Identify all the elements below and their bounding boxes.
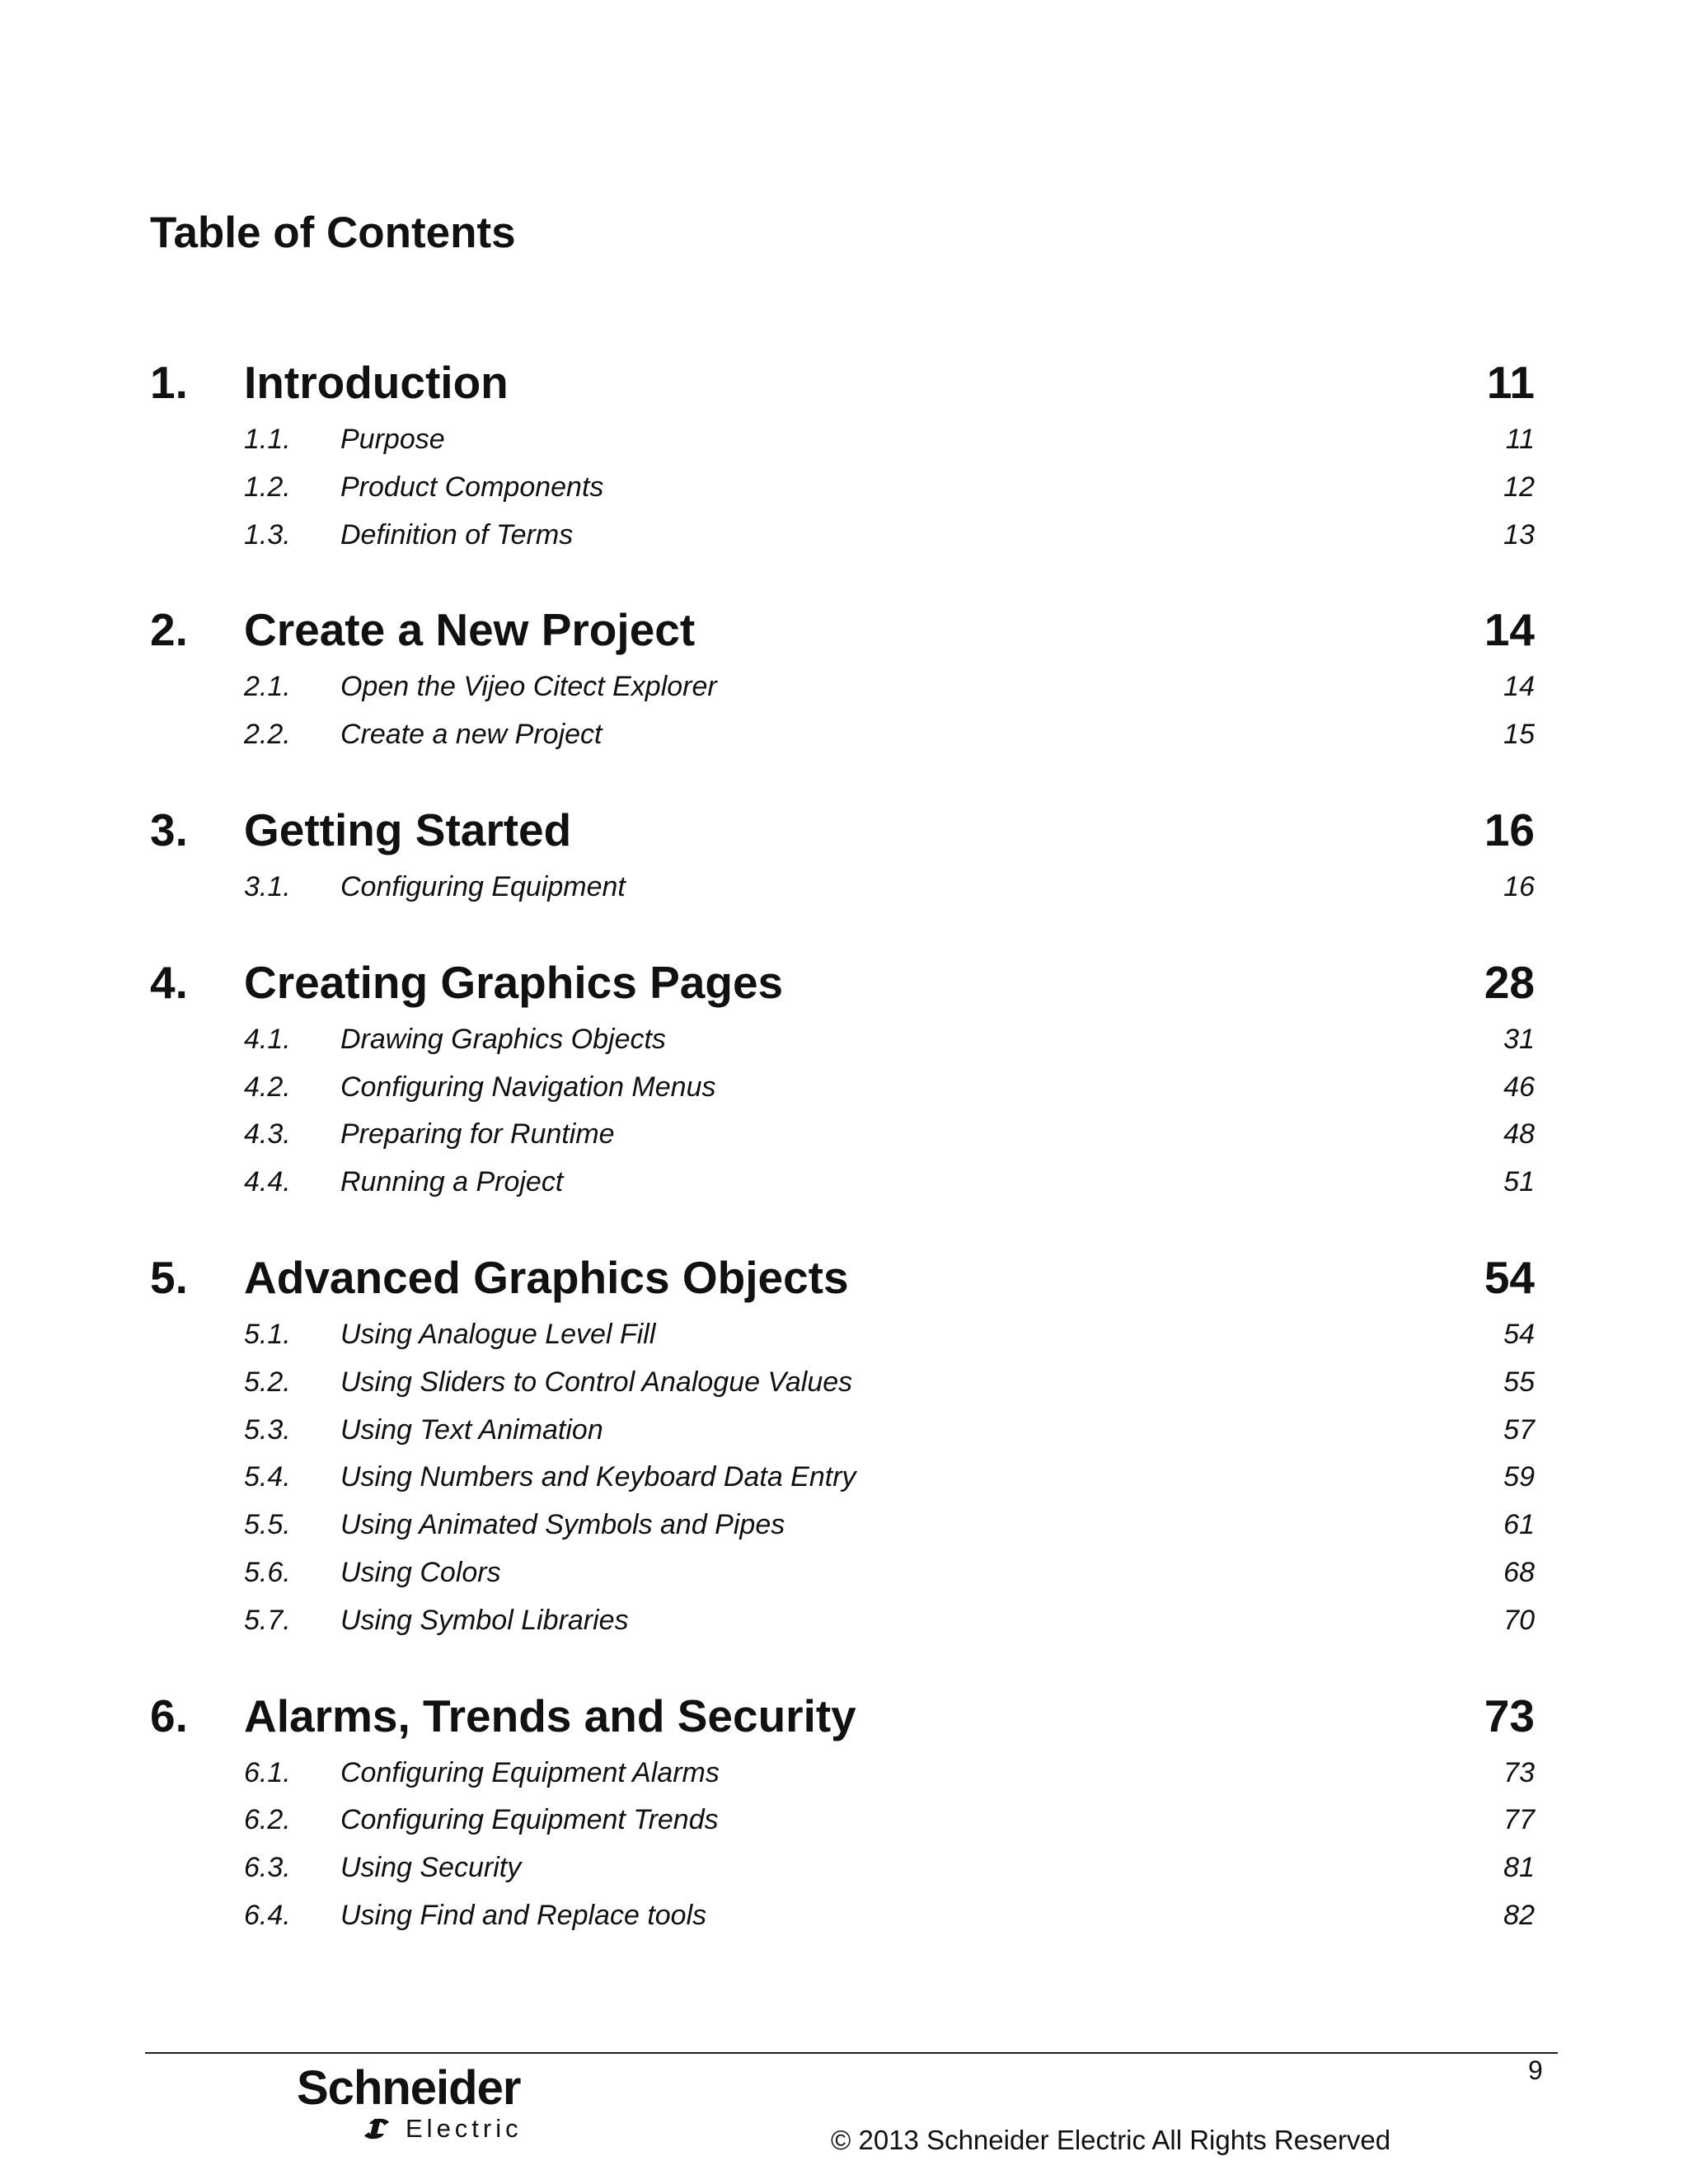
schneider-electric-logo-mark-icon [359,2116,394,2142]
chapter-title: Creating Graphics Pages [244,956,784,1008]
section-title: Using Colors [340,1556,501,1588]
toc-chapter [150,350,1535,559]
chapter-title: Introduction [244,357,509,408]
toc-chapter-heading [150,1684,1535,1748]
toc-chapter [150,1684,1535,1940]
section-page-number: 51 [1503,1166,1535,1198]
toc-chapter [150,950,1535,1207]
section-title: Drawing Graphics Objects [340,1023,666,1055]
toc-section-row [150,1016,1535,1064]
section-number: 5.4. [244,1461,291,1493]
section-title: Using Text Animation [340,1413,603,1446]
toc-section-row [150,1159,1535,1207]
toc-section-row [150,1502,1535,1549]
chapter-page-number: 73 [1484,1690,1535,1741]
section-page-number: 61 [1503,1509,1535,1541]
toc-section-row [150,1359,1535,1407]
footer-divider [145,2052,1558,2054]
toc-section-row [150,1111,1535,1159]
section-number: 5.5. [244,1509,291,1541]
chapter-number: 6. [150,1690,188,1741]
toc-section-row [150,1844,1535,1892]
section-page-number: 73 [1503,1756,1535,1788]
section-number: 6.4. [244,1899,291,1931]
chapter-page-number: 28 [1484,956,1535,1008]
section-page-number: 13 [1503,518,1535,551]
toc-section-row [150,464,1535,512]
section-page-number: 68 [1503,1556,1535,1588]
section-number: 5.3. [244,1413,291,1446]
chapter-page-number: 16 [1484,804,1535,855]
section-number: 6.3. [244,1852,291,1884]
toc-section-list [150,1016,1535,1207]
chapter-title: Advanced Graphics Objects [244,1251,849,1303]
page-title: Table of Contents [150,208,516,257]
chapter-title: Create a New Project [244,604,696,656]
toc-chapter-heading [150,798,1535,862]
section-title: Configuring Equipment Alarms [340,1756,720,1788]
section-number: 3.1. [244,870,291,902]
section-page-number: 11 [1505,424,1535,455]
section-page-number: 15 [1503,719,1535,751]
section-number: 6.2. [244,1804,291,1836]
toc-chapter-heading [150,598,1535,662]
toc-section-row [150,416,1535,464]
copyright-notice: © 2013 Schneider Electric All Rights Reserved [831,2125,1391,2155]
section-page-number: 46 [1503,1071,1535,1103]
section-number: 1.2. [244,471,291,503]
section-page-number: 77 [1503,1804,1535,1836]
section-number: 5.6. [244,1556,291,1588]
logo-wordmark: Schneider [297,2061,521,2115]
section-page-number: 16 [1503,870,1535,902]
chapter-number: 3. [150,804,188,855]
section-title: Configuring Navigation Menus [340,1071,716,1103]
chapter-title: Alarms, Trends and Security [244,1690,856,1741]
toc-chapter-heading [150,350,1535,415]
section-page-number: 54 [1503,1318,1535,1350]
section-title: Purpose [340,424,445,455]
toc-section-row [150,1454,1535,1502]
chapter-number: 2. [150,604,188,656]
logo-subtitle: Electric [406,2114,523,2143]
page-number: 9 [1528,2055,1543,2085]
toc-section-row [150,1064,1535,1112]
toc-section-row [150,1750,1535,1797]
section-title: Definition of Terms [340,518,574,551]
toc-section-row [150,1892,1535,1940]
section-page-number: 59 [1503,1461,1535,1493]
section-number: 4.4. [244,1166,291,1198]
toc-section-row [150,864,1535,912]
section-title: Running a Project [340,1166,564,1198]
toc-section-row [150,1311,1535,1359]
section-title: Using Analogue Level Fill [340,1318,656,1350]
section-page-number: 55 [1503,1366,1535,1398]
section-number: 4.2. [244,1071,291,1103]
section-title: Create a new Project [340,719,603,751]
toc-section-row [150,512,1535,560]
section-number: 4.3. [244,1118,291,1151]
chapter-number: 1. [150,357,188,408]
toc-section-row [150,1549,1535,1597]
section-title: Using Numbers and Keyboard Data Entry [340,1461,856,1493]
section-page-number: 31 [1503,1023,1535,1055]
section-page-number: 14 [1503,671,1535,703]
schneider-electric-logo [297,2061,560,2143]
toc-section-row [150,1797,1535,1844]
section-title: Configuring Equipment Trends [340,1804,719,1836]
toc-chapter-heading [150,950,1535,1015]
toc-section-row [150,663,1535,711]
section-number: 5.7. [244,1604,291,1636]
section-number: 1.1. [244,424,291,455]
chapter-page-number: 11 [1486,357,1535,408]
chapter-number: 4. [150,956,188,1008]
chapter-title: Getting Started [244,804,572,855]
section-page-number: 57 [1503,1413,1535,1446]
chapter-page-number: 54 [1484,1251,1535,1303]
section-page-number: 81 [1503,1852,1535,1884]
chapter-number: 5. [150,1251,188,1303]
section-number: 5.1. [244,1318,291,1350]
section-page-number: 48 [1503,1118,1535,1151]
section-page-number: 12 [1503,471,1535,503]
section-title: Using Find and Replace tools [340,1899,707,1931]
section-number: 2.2. [244,719,291,751]
toc-section-list [150,864,1535,912]
toc-chapter [150,1245,1535,1645]
toc-section-list [150,416,1535,559]
table-of-contents [150,350,1535,1979]
section-number: 4.1. [244,1023,291,1055]
toc-section-row [150,1597,1535,1645]
section-title: Configuring Equipment [340,870,626,902]
toc-chapter [150,798,1535,912]
toc-section-list [150,1750,1535,1940]
toc-section-row [150,1407,1535,1455]
toc-section-list [150,1311,1535,1645]
section-page-number: 82 [1503,1899,1535,1931]
toc-chapter-heading [150,1245,1535,1310]
toc-section-row [150,711,1535,759]
section-title: Product Components [340,471,604,503]
section-title: Using Sliders to Control Analogue Values [340,1366,853,1398]
section-number: 6.1. [244,1756,291,1788]
section-title: Preparing for Runtime [340,1118,615,1151]
section-title: Using Security [340,1852,522,1884]
chapter-page-number: 14 [1484,604,1535,656]
section-title: Using Animated Symbols and Pipes [340,1509,785,1541]
section-number: 5.2. [244,1366,291,1398]
section-number: 2.1. [244,671,291,703]
toc-chapter [150,598,1535,759]
section-title: Open the Vijeo Citect Explorer [340,671,717,703]
toc-section-list [150,663,1535,759]
section-page-number: 70 [1503,1604,1535,1636]
section-number: 1.3. [244,518,291,551]
section-title: Using Symbol Libraries [340,1604,629,1636]
